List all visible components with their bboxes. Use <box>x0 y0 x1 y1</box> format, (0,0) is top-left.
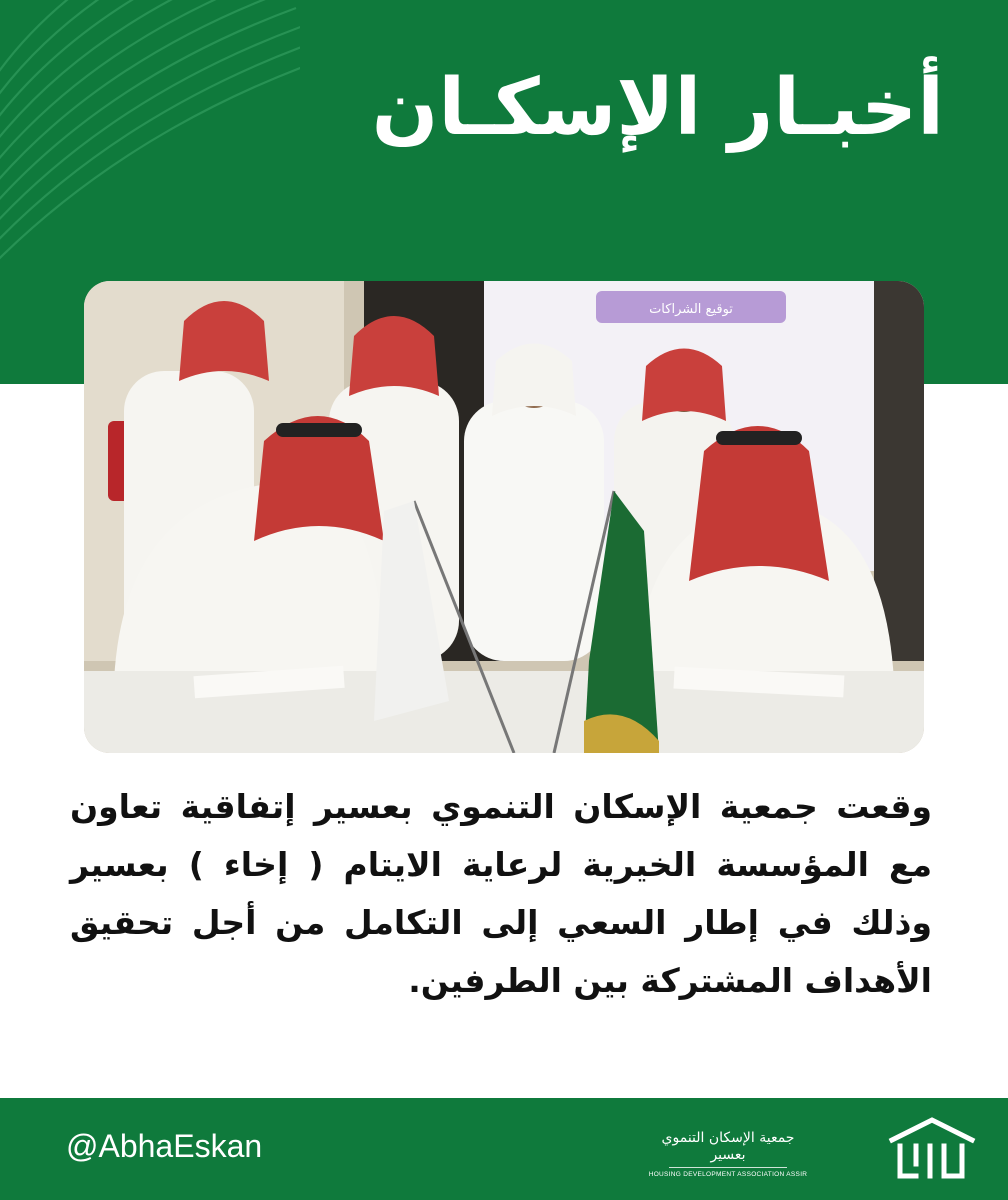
news-paragraph: وقعت جمعية الإسكان التنموي بعسير إتفاقية تعاون مع المؤسسة الخيرية لرعاية الايتام ( إخاء ) بعسير وذلك في إطار السعي إلى التكامل من أجل تحقيق الأهداف المشتركة بين الطرفين. <box>70 787 932 1000</box>
eskan-house-logo-icon <box>886 1114 978 1182</box>
wave-pattern-decoration <box>0 0 300 300</box>
org-divider <box>669 1167 787 1168</box>
signing-ceremony-photo <box>84 281 924 753</box>
org-name-english: HOUSING DEVELOPMENT ASSOCIATION ASSIR <box>648 1171 808 1178</box>
org-name-arabic-line2: بعسير <box>710 1147 746 1163</box>
organization-name <box>598 1130 858 1178</box>
footer-band <box>0 1098 1008 1200</box>
page-title: أخبـار الإسكـان <box>371 63 944 153</box>
org-name-arabic-line1: جمعية الإسكان التنموي <box>661 1130 795 1146</box>
social-handle-link[interactable]: @AbhaEskan <box>66 1128 263 1164</box>
screen-banner-text: توقيع الشراكات <box>649 302 733 317</box>
